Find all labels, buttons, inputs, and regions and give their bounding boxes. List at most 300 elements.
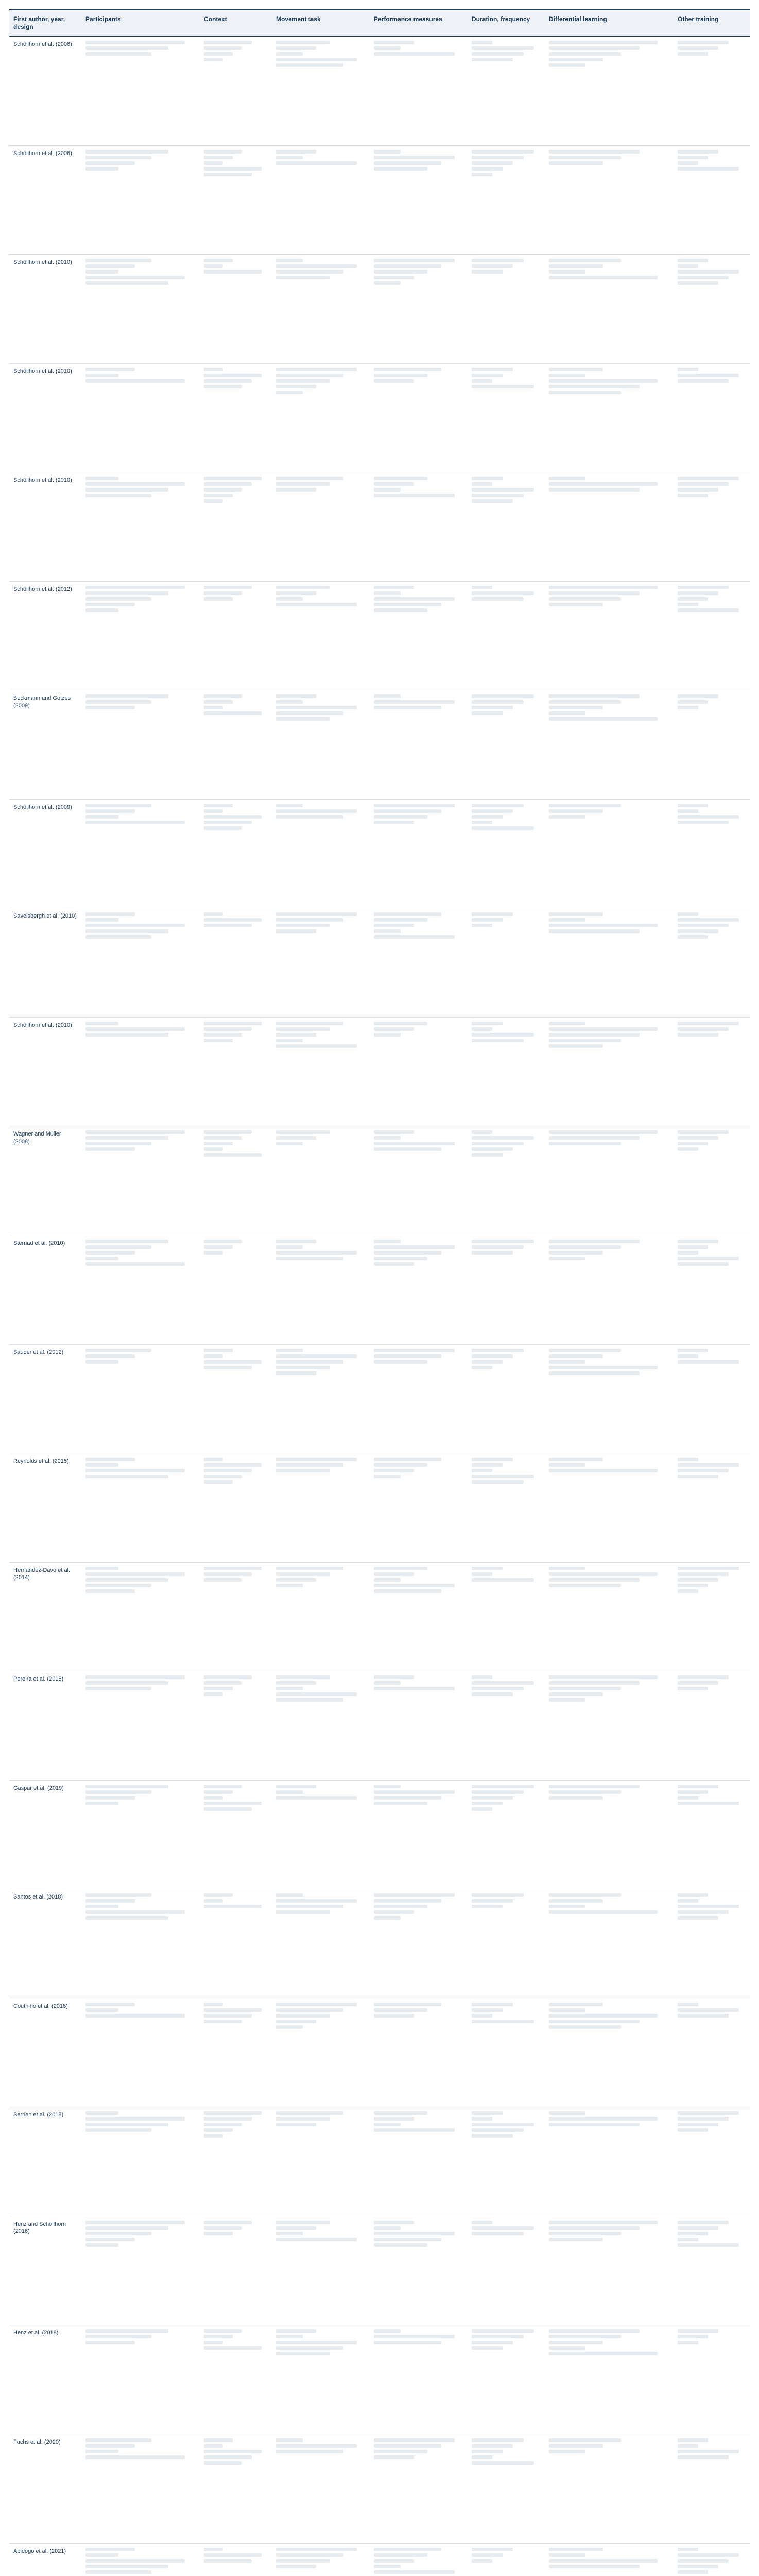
placeholder-line: [204, 2226, 242, 2230]
placeholder-line: [85, 2117, 185, 2121]
table-cell: [272, 908, 370, 1017]
placeholder-line: [276, 41, 330, 44]
placeholder-line: [678, 1687, 708, 1690]
placeholder-line: [374, 1360, 427, 1364]
placeholder-line: [472, 1130, 492, 1134]
cell-placeholder: [472, 2221, 541, 2235]
placeholder-line: [374, 2455, 414, 2459]
placeholder-line: [549, 488, 640, 492]
table-cell: [200, 146, 272, 255]
placeholder-line: [204, 2548, 223, 2551]
cell-placeholder: [374, 41, 463, 56]
placeholder-line: [204, 826, 242, 830]
table-cell: [81, 2325, 200, 2434]
placeholder-line: [472, 711, 503, 715]
placeholder-line: [678, 1899, 698, 1903]
cell-placeholder: [85, 2003, 196, 2018]
table-cell: [370, 800, 468, 908]
placeholder-line: [472, 2117, 492, 2121]
placeholder-line: [549, 379, 658, 383]
placeholder-line: [678, 150, 718, 154]
placeholder-line: [85, 2123, 168, 2126]
study-author-cell: Wagner and Müller (2008): [13, 1131, 61, 1145]
table-cell: [81, 690, 200, 799]
placeholder-line: [472, 2329, 534, 2333]
placeholder-line: [678, 1796, 698, 1800]
placeholder-line: [374, 1893, 455, 1897]
table-cell: [200, 1235, 272, 1344]
placeholder-line: [472, 826, 534, 830]
cell-placeholder: [472, 1675, 541, 1696]
cell-placeholder: [678, 1240, 746, 1266]
table-cell: [370, 255, 468, 363]
cell-placeholder: [374, 1349, 463, 1364]
placeholder-line: [374, 482, 414, 486]
cell-placeholder: [85, 41, 196, 56]
cell-placeholder: [204, 368, 268, 388]
table-row: [9, 1781, 750, 1890]
table-cell: [272, 146, 370, 255]
placeholder-line: [374, 1130, 414, 1134]
cell-placeholder: [374, 259, 463, 285]
placeholder-line: [374, 2008, 427, 2012]
placeholder-line: [374, 1349, 455, 1352]
table-cell: [545, 2544, 674, 2576]
cell-placeholder: [85, 2329, 196, 2344]
table-cell: [370, 37, 468, 145]
placeholder-line: [276, 2329, 316, 2333]
cell-placeholder: [85, 694, 196, 709]
placeholder-line: [678, 1251, 698, 1255]
placeholder-line: [276, 52, 303, 56]
table-cell: [370, 1345, 468, 1453]
placeholder-line: [678, 2438, 708, 2442]
table-cell: [468, 1235, 545, 1344]
table-cell: [545, 1235, 674, 1344]
table-cell: [468, 1671, 545, 1780]
placeholder-line: [85, 41, 185, 44]
placeholder-line: [549, 374, 585, 377]
cell-placeholder: [472, 586, 541, 601]
placeholder-line: [678, 1916, 718, 1920]
table-cell: [370, 364, 468, 472]
placeholder-line: [276, 1790, 303, 1794]
placeholder-line: [85, 2565, 168, 2568]
table-cell: [200, 37, 272, 145]
placeholder-line: [374, 912, 441, 916]
table-cell: [272, 472, 370, 581]
table-cell: [81, 1889, 200, 1998]
table-cell: [200, 1018, 272, 1126]
placeholder-line: [549, 2444, 603, 2448]
placeholder-line: [276, 1027, 330, 1031]
placeholder-line: [549, 1366, 658, 1369]
table-cell: [200, 2107, 272, 2216]
cell-placeholder: [678, 1022, 746, 1037]
table-cell: [545, 146, 674, 255]
cell-placeholder: [276, 477, 366, 492]
placeholder-line: [472, 1142, 524, 1145]
placeholder-line: [678, 1027, 729, 1031]
placeholder-line: [472, 1039, 524, 1042]
cell-placeholder: [204, 1567, 268, 1582]
placeholder-line: [549, 2450, 585, 2453]
table-cell: [674, 1781, 750, 1889]
placeholder-line: [204, 597, 233, 601]
placeholder-line: [374, 1022, 427, 1025]
placeholder-line: [204, 2117, 252, 2121]
study-author-cell: Fuchs et al. (2020): [13, 2439, 61, 2446]
placeholder-line: [678, 46, 718, 50]
placeholder-line: [549, 1687, 621, 1690]
placeholder-line: [678, 1257, 739, 1260]
placeholder-line: [276, 1681, 316, 1685]
placeholder-line: [85, 706, 135, 709]
placeholder-line: [374, 2003, 441, 2006]
placeholder-line: [549, 2232, 621, 2235]
placeholder-line: [549, 711, 585, 715]
cell-placeholder: [204, 1022, 268, 1042]
placeholder-line: [549, 1130, 658, 1134]
placeholder-line: [678, 706, 698, 709]
column-header: Other training: [678, 15, 719, 23]
placeholder-line: [472, 1463, 503, 1467]
cell-placeholder: [678, 1675, 746, 1690]
cell-placeholder: [374, 1893, 463, 1920]
cell-placeholder: [204, 694, 268, 715]
cell-placeholder: [374, 477, 463, 497]
placeholder-line: [678, 2553, 739, 2557]
table-cell: [81, 1453, 200, 1562]
placeholder-line: [472, 2346, 503, 2350]
placeholder-line: [85, 815, 118, 819]
cell-placeholder: [472, 41, 541, 61]
placeholder-line: [374, 1027, 414, 1031]
placeholder-line: [85, 2111, 118, 2115]
table-cell: [200, 1998, 272, 2107]
placeholder-line: [276, 161, 357, 165]
cell-placeholder: [678, 259, 746, 285]
placeholder-line: [204, 2134, 223, 2138]
table-cell: [272, 800, 370, 908]
placeholder-line: [549, 1469, 658, 1472]
table-cell: [545, 2216, 674, 2325]
placeholder-line: [276, 1785, 316, 1788]
placeholder-line: [678, 167, 739, 171]
placeholder-line: [678, 1022, 739, 1025]
placeholder-line: [549, 264, 603, 268]
placeholder-line: [204, 1681, 242, 1685]
placeholder-line: [472, 1027, 492, 1031]
cell-placeholder: [472, 1240, 541, 1255]
placeholder-line: [472, 2335, 524, 2338]
placeholder-line: [549, 276, 658, 279]
table-cell: [81, 1018, 200, 1126]
placeholder-line: [549, 477, 585, 480]
placeholder-line: [374, 918, 427, 922]
placeholder-line: [472, 1033, 534, 1037]
placeholder-line: [85, 379, 185, 383]
placeholder-line: [472, 264, 513, 268]
placeholder-line: [678, 2123, 718, 2126]
cell-placeholder: [678, 2438, 746, 2459]
placeholder-line: [678, 1567, 739, 1570]
placeholder-line: [374, 1802, 427, 1805]
table-cell: [272, 1671, 370, 1780]
placeholder-line: [472, 270, 503, 274]
table-cell: [468, 2434, 545, 2543]
study-author-cell: Schöllhorn et al. (2010): [13, 477, 72, 484]
placeholder-line: [678, 1910, 729, 1914]
cell-placeholder: [276, 1022, 366, 1048]
placeholder-line: [204, 2003, 223, 2006]
placeholder-line: [276, 700, 303, 704]
table-cell: [370, 1998, 468, 2107]
placeholder-line: [276, 1469, 330, 1472]
table-cell: [674, 37, 750, 145]
placeholder-line: [276, 1905, 343, 1908]
placeholder-line: [549, 150, 640, 154]
placeholder-line: [678, 1790, 708, 1794]
placeholder-line: [276, 2020, 316, 2023]
cell-placeholder: [678, 41, 746, 56]
table-cell: [674, 800, 750, 908]
table-cell: [272, 37, 370, 145]
table-cell: [370, 1018, 468, 1126]
cell-placeholder: [85, 368, 196, 383]
table-cell: [200, 1889, 272, 1998]
placeholder-line: [374, 1147, 441, 1151]
cell-placeholder: [549, 1130, 669, 1145]
placeholder-line: [85, 1899, 135, 1903]
cell-placeholder: [678, 368, 746, 383]
cell-placeholder: [549, 1567, 669, 1587]
placeholder-line: [204, 2335, 233, 2338]
placeholder-line: [549, 385, 640, 388]
placeholder-line: [85, 1262, 185, 1266]
placeholder-line: [276, 270, 343, 274]
table-cell: [81, 2107, 200, 2216]
cell-placeholder: [549, 2438, 669, 2453]
placeholder-line: [374, 2553, 427, 2557]
placeholder-line: [472, 46, 534, 50]
cell-placeholder: [374, 2329, 463, 2344]
cell-placeholder: [549, 586, 669, 606]
placeholder-line: [85, 1469, 185, 1472]
placeholder-line: [85, 1475, 168, 1478]
placeholder-line: [204, 1022, 262, 1025]
placeholder-line: [204, 259, 233, 262]
cell-placeholder: [374, 586, 463, 612]
placeholder-line: [276, 1698, 343, 1702]
cell-placeholder: [204, 2003, 268, 2023]
placeholder-line: [85, 2455, 185, 2459]
table-cell: [674, 2107, 750, 2216]
cell-placeholder: [549, 804, 669, 819]
placeholder-line: [204, 1578, 242, 1582]
placeholder-line: [678, 700, 708, 704]
table-cell: [272, 1453, 370, 1562]
placeholder-line: [276, 1692, 357, 1696]
placeholder-line: [678, 586, 729, 589]
placeholder-line: [85, 374, 118, 377]
placeholder-line: [204, 1905, 262, 1908]
study-author-cell: Schöllhorn et al. (2012): [13, 586, 72, 592]
cell-placeholder: [549, 477, 669, 492]
cell-placeholder: [472, 2111, 541, 2138]
placeholder-line: [85, 1796, 135, 1800]
placeholder-line: [549, 2559, 658, 2563]
placeholder-line: [678, 2117, 729, 2121]
placeholder-line: [276, 1371, 316, 1375]
placeholder-line: [549, 1251, 603, 1255]
placeholder-line: [276, 2565, 316, 2568]
table-cell: [370, 1889, 468, 1998]
cell-placeholder: [374, 804, 463, 824]
table-cell: [200, 2544, 272, 2576]
study-author-cell: Schöllhorn et al. (2006): [13, 41, 72, 47]
placeholder-line: [204, 161, 223, 165]
placeholder-line: [678, 603, 698, 606]
placeholder-line: [276, 2008, 343, 2012]
study-author-cell: Coutinho et al. (2018): [13, 2003, 68, 2009]
placeholder-line: [204, 2559, 252, 2563]
placeholder-line: [204, 918, 262, 922]
placeholder-line: [472, 1572, 492, 1576]
cell-placeholder: [276, 2329, 366, 2355]
cell-placeholder: [374, 912, 463, 939]
cell-placeholder: [678, 2329, 746, 2344]
placeholder-line: [374, 276, 414, 279]
placeholder-line: [85, 1027, 185, 1031]
study-author-cell: Pereira et al. (2016): [13, 1676, 64, 1683]
placeholder-line: [472, 385, 534, 388]
placeholder-line: [549, 1463, 585, 1467]
table-cell: [674, 1671, 750, 1780]
placeholder-line: [374, 597, 455, 601]
cell-placeholder: [276, 1785, 366, 1800]
placeholder-line: [374, 1687, 455, 1690]
placeholder-line: [204, 150, 242, 154]
placeholder-line: [85, 150, 168, 154]
placeholder-line: [85, 1567, 118, 1570]
placeholder-line: [374, 935, 455, 939]
placeholder-line: [678, 259, 708, 262]
table-cell: [674, 1018, 750, 1126]
cell-placeholder: [374, 1022, 463, 1037]
cell-placeholder: [549, 1785, 669, 1800]
table-cell: [674, 1889, 750, 1998]
placeholder-line: [276, 1584, 303, 1587]
placeholder-line: [85, 1916, 168, 1920]
placeholder-line: [678, 1136, 718, 1140]
placeholder-line: [374, 1463, 427, 1467]
placeholder-line: [678, 1469, 729, 1472]
cell-placeholder: [276, 2003, 366, 2029]
cell-placeholder: [549, 1675, 669, 1702]
cell-placeholder: [276, 1130, 366, 1145]
table-cell: [272, 2107, 370, 2216]
placeholder-line: [276, 276, 330, 279]
cell-placeholder: [85, 2548, 196, 2574]
placeholder-line: [549, 597, 621, 601]
placeholder-line: [549, 41, 658, 44]
cell-placeholder: [276, 1349, 366, 1375]
cell-placeholder: [204, 477, 268, 503]
placeholder-line: [549, 1142, 621, 1145]
cell-placeholder: [204, 804, 268, 830]
placeholder-line: [374, 809, 441, 813]
table-cell: [272, 1889, 370, 1998]
table-cell: [545, 37, 674, 145]
cell-placeholder: [549, 694, 669, 721]
cell-placeholder: [85, 1785, 196, 1805]
placeholder-line: [472, 41, 492, 44]
placeholder-line: [678, 2559, 729, 2563]
cell-placeholder: [549, 2548, 669, 2568]
cell-placeholder: [374, 2548, 463, 2574]
placeholder-line: [374, 706, 441, 709]
placeholder-line: [678, 2238, 698, 2241]
placeholder-line: [678, 2014, 729, 2018]
cell-placeholder: [276, 259, 366, 279]
placeholder-line: [374, 494, 455, 497]
placeholder-line: [374, 368, 441, 371]
placeholder-line: [276, 379, 330, 383]
table-cell: [200, 2216, 272, 2325]
placeholder-line: [678, 1354, 698, 1358]
placeholder-line: [374, 929, 401, 933]
placeholder-line: [204, 2329, 242, 2333]
table-cell: [272, 582, 370, 690]
placeholder-line: [472, 804, 524, 807]
placeholder-line: [472, 2438, 524, 2442]
study-author-cell: Schöllhorn et al. (2010): [13, 368, 72, 375]
placeholder-line: [85, 2226, 168, 2230]
cell-placeholder: [85, 1240, 196, 1266]
placeholder-line: [472, 1147, 513, 1151]
placeholder-line: [678, 2329, 718, 2333]
placeholder-line: [472, 597, 524, 601]
table-cell: [370, 2325, 468, 2434]
table-cell: [545, 1998, 674, 2107]
placeholder-line: [678, 482, 729, 486]
cell-placeholder: [204, 1675, 268, 1696]
table-cell: [370, 146, 468, 255]
placeholder-line: [549, 694, 640, 698]
placeholder-line: [472, 1675, 492, 1679]
placeholder-line: [85, 1785, 168, 1788]
placeholder-line: [678, 809, 698, 813]
placeholder-line: [276, 809, 357, 813]
placeholder-line: [85, 821, 185, 824]
table-cell: [81, 582, 200, 690]
placeholder-line: [204, 58, 223, 61]
placeholder-line: [276, 2335, 303, 2338]
table-cell: [272, 2544, 370, 2576]
placeholder-line: [204, 2232, 233, 2235]
placeholder-line: [678, 1240, 718, 1243]
table-cell: [370, 1126, 468, 1235]
placeholder-line: [204, 1136, 242, 1140]
cell-placeholder: [276, 1893, 366, 1914]
cell-placeholder: [85, 1893, 196, 1920]
placeholder-line: [85, 586, 185, 589]
table-cell: [370, 2216, 468, 2325]
placeholder-line: [549, 259, 621, 262]
cell-placeholder: [549, 1022, 669, 1048]
placeholder-line: [549, 591, 640, 595]
